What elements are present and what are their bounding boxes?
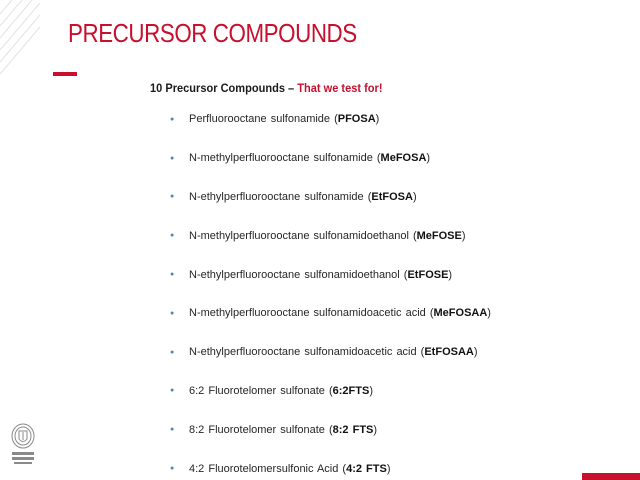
compound-abbreviation: EtFOSAA [424, 346, 474, 359]
compound-paren-close: ) [426, 152, 431, 165]
list-item [170, 410, 491, 449]
compound-name: N-ethylperfluorooctane sulfonamidoacetic acid ( [189, 346, 425, 359]
compound-paren-close: ) [375, 113, 380, 126]
compound-abbreviation: EtFOSA [371, 190, 413, 203]
compound-name: N-methylperfluorooctane sulfonamide ( [189, 152, 381, 165]
compound-name: 8:2 Fluorotelomer sulfonate ( [189, 423, 333, 436]
list-item [170, 449, 491, 480]
bullet-dot-icon: ● [170, 426, 175, 434]
compound-paren-close: ) [473, 346, 478, 359]
bullet-dot-icon: ● [170, 232, 175, 240]
compound-paren-close: ) [386, 462, 391, 475]
bullet-dot-icon: ● [170, 309, 175, 317]
compound-list [170, 100, 491, 480]
title-underline [53, 72, 77, 76]
list-item [170, 216, 491, 255]
compound-abbreviation: PFOSA [337, 113, 376, 126]
compound-name: N-methylperfluorooctane sulfonamidoacetic acid ( [189, 307, 434, 320]
list-heading-accent: That we test for! [297, 81, 383, 95]
compound-abbreviation: MeFOSE [416, 229, 462, 242]
decorative-corner-lines [0, 0, 40, 75]
bullet-dot-icon: ● [170, 348, 175, 356]
compound-name: N-ethylperfluorooctane sulfonamidoethanol ( [189, 268, 408, 281]
list-item [170, 178, 491, 217]
bottom-accent-bar [582, 473, 640, 480]
compound-abbreviation: MeFOSAA [433, 307, 488, 320]
compound-name: N-ethylperfluorooctane sulfonamide ( [189, 190, 372, 203]
compound-paren-close: ) [373, 423, 378, 436]
list-item [170, 255, 491, 294]
compound-name: Perfluorooctane sulfonamide ( [189, 113, 338, 126]
bureau-veritas-seal-icon [10, 422, 36, 470]
bullet-dot-icon: ● [170, 271, 175, 279]
bullet-dot-icon: ● [170, 193, 175, 201]
compound-paren-close: ) [369, 384, 373, 397]
list-item [170, 333, 491, 372]
compound-abbreviation: EtFOSE [407, 268, 449, 281]
compound-paren-close: ) [487, 307, 491, 320]
compound-paren-close: ) [461, 229, 466, 242]
bullet-dot-icon: ● [170, 465, 175, 473]
compound-name: N-methylperfluorooctane sulfonamidoethanol ( [189, 229, 417, 242]
compound-paren-close: ) [448, 268, 453, 281]
compound-name: 4:2 Fluorotelomersulfonic Acid ( [189, 462, 347, 475]
compound-name: 6:2 Fluorotelomer sulfonate ( [189, 384, 333, 397]
page-title: PRECURSOR COMPOUNDS [68, 18, 357, 48]
compound-abbreviation: 8:2 FTS [332, 423, 374, 436]
list-item [170, 372, 491, 411]
list-item [170, 294, 491, 333]
bullet-dot-icon: ● [170, 154, 175, 162]
list-item [170, 139, 491, 178]
list-heading-lead: 10 Precursor Compounds – [150, 81, 298, 95]
bullet-dot-icon: ● [170, 387, 175, 395]
list-item [170, 100, 491, 139]
compound-paren-close: ) [412, 190, 417, 203]
bullet-dot-icon: ● [170, 115, 175, 123]
compound-abbreviation: 6:2FTS [332, 384, 370, 397]
compound-abbreviation: 4:2 FTS [346, 462, 387, 475]
compound-abbreviation: MeFOSA [380, 152, 427, 165]
list-heading [150, 81, 383, 95]
